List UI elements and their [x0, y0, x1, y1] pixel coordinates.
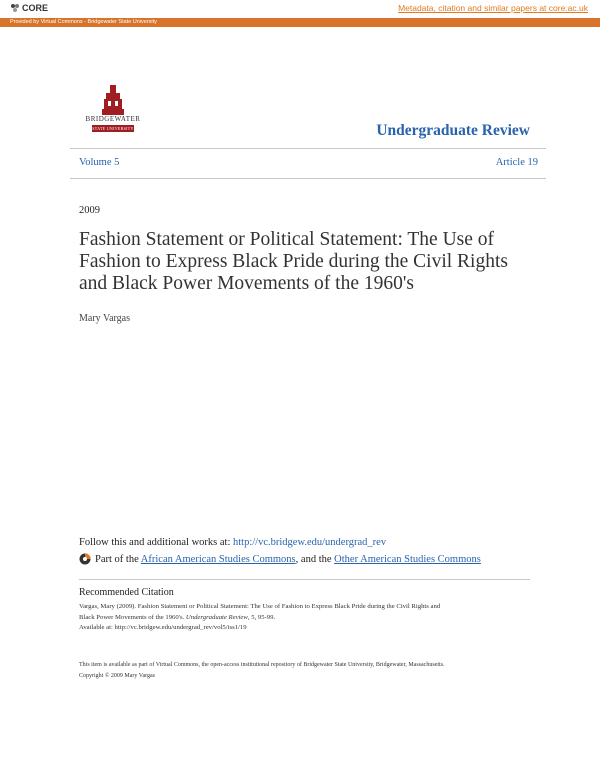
citation-text: [79, 602, 529, 634]
notice-line-1: This item is available as part of Virtual Commons, the open-access institutional repository of Bridgewater State University, Bridgewater, Massachusetts.: [79, 662, 445, 668]
article-link[interactable]: Article 19: [495, 157, 538, 168]
citation-line-1: Vargas, Mary (2009). Fashion Statement or Political Statement: The Use of Fashion to Express Black Pride during the Civil Rights and: [79, 603, 441, 610]
core-logo[interactable]: [10, 3, 48, 13]
follow-url-link[interactable]: http://vc.bridgew.edu/undergrad_rev: [233, 537, 387, 548]
recommended-citation-heading: Recommended Citation: [79, 587, 174, 598]
african-american-studies-commons-link[interactable]: African American Studies Commons: [140, 553, 296, 565]
follow-line: [79, 537, 386, 548]
core-logo-icon: [10, 3, 20, 13]
publication-year: 2009: [79, 205, 100, 216]
paper-title: Fashion Statement or Political Statement: The Use of Fashion to Express Black Pride during the Civil Rights and Black Power Movements of the 1960's: [79, 229, 508, 294]
provided-by-bar: [0, 18, 600, 27]
provided-by-text: Provided by Virtual Commons - Bridgewater State University: [10, 19, 157, 25]
part-of-mid: , and the: [295, 553, 335, 565]
core-bar: [0, 0, 600, 18]
follow-prefix: Follow this and additional works at:: [79, 537, 233, 548]
part-of-prefix: Part of the: [95, 553, 141, 565]
university-name: BRIDGEWATER: [85, 115, 141, 123]
citation-line-3: Available at: http://vc.bridgew.edu/undergrad_rev/vol5/iss1/19: [79, 624, 247, 631]
other-american-studies-commons-link[interactable]: Other American Studies Commons: [334, 553, 481, 565]
repository-notice: [79, 660, 539, 682]
header-divider-bottom: [70, 178, 546, 179]
part-of-line: [79, 553, 481, 565]
header-divider-top: [70, 148, 546, 149]
citation-line-2: Black Power Movements of the 1960's. Undergraduate Review, 5, 95-99.: [79, 613, 276, 621]
copyright-line: Copyright © 2009 Mary Vargas: [79, 673, 155, 679]
university-subtitle: STATE UNIVERSITY: [92, 126, 134, 131]
author-name[interactable]: Mary Vargas: [79, 313, 131, 324]
commons-network-icon: [79, 553, 91, 565]
core-metadata-link[interactable]: Metadata, citation and similar papers at core.ac.uk: [398, 3, 588, 13]
core-logo-text: CORE: [22, 3, 49, 13]
journal-title[interactable]: Undergraduate Review: [376, 122, 530, 139]
citation-divider: [79, 579, 530, 580]
volume-link[interactable]: Volume 5: [79, 157, 120, 168]
